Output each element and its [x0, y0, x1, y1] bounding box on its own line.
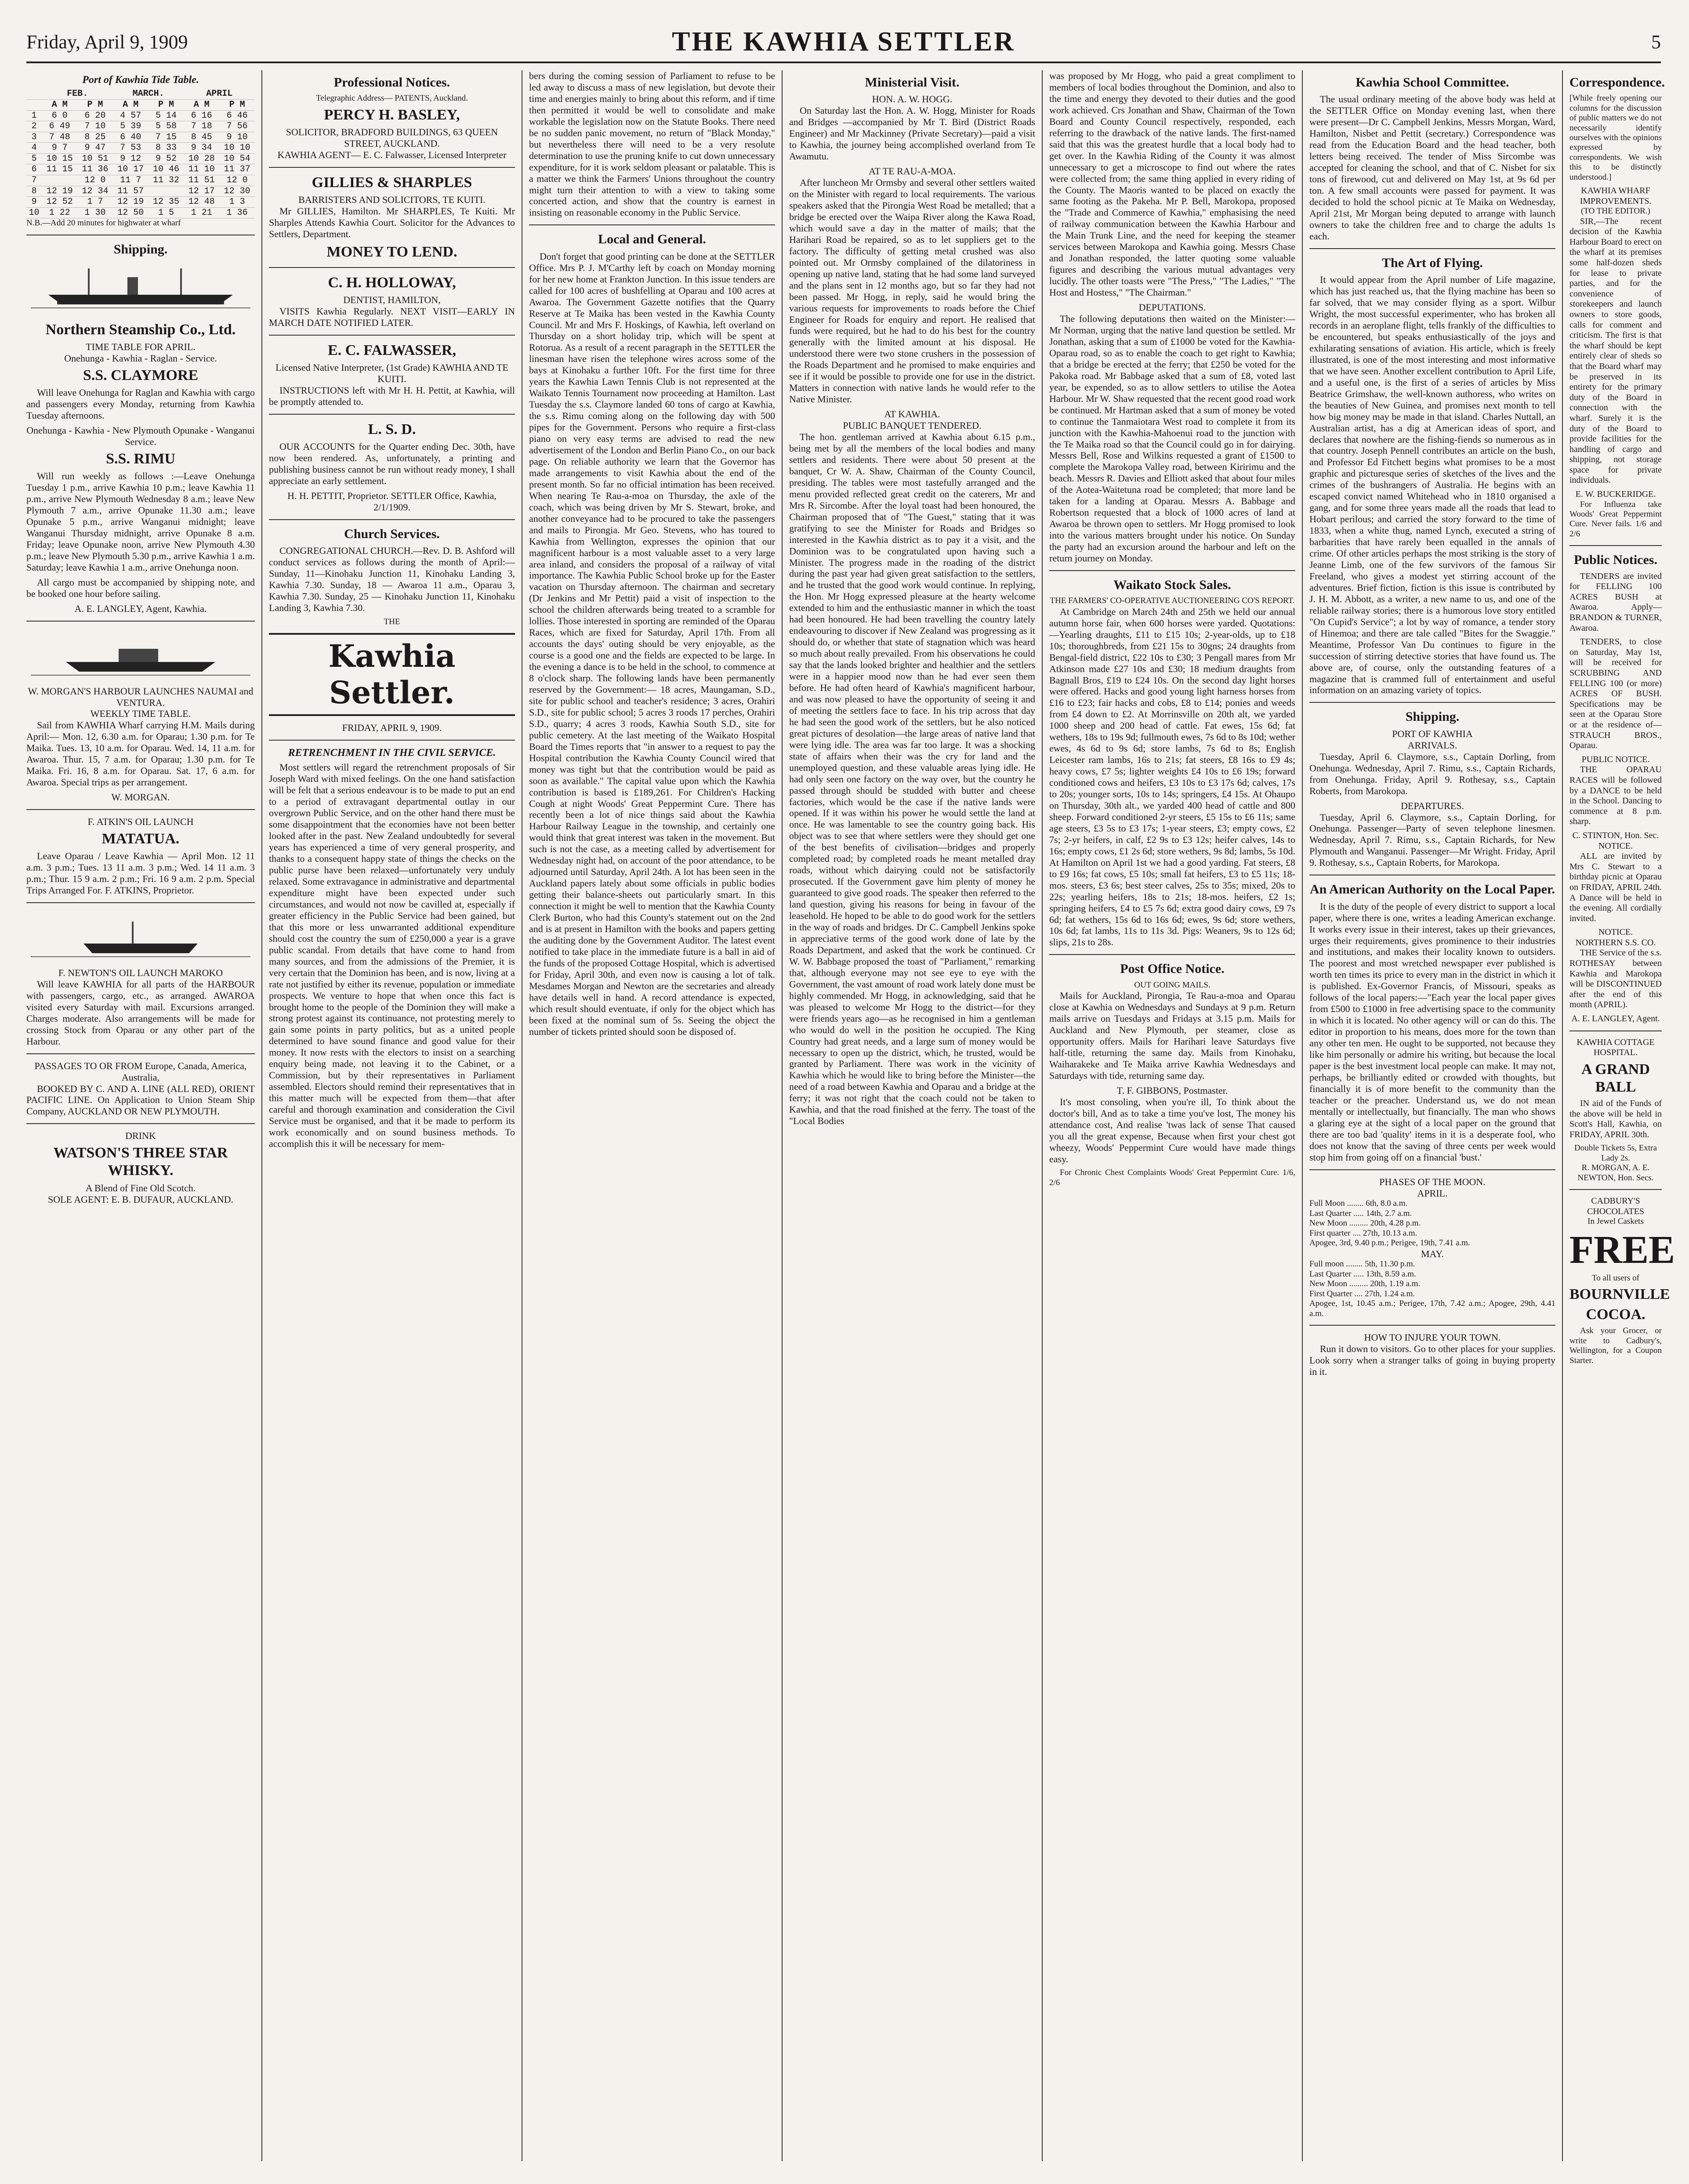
- tide-time: 12 34: [77, 186, 113, 197]
- cadbury-heading: CADBURY'S CHOCOLATES: [1587, 1196, 1644, 1216]
- art-of-flying-heading: The Art of Flying.: [1382, 255, 1483, 270]
- stock-sales-text: At Cambridge on March 24th and 25th we held our annual autumn horse fair, when 600 horses were yarded. Quotations:—Yearling draughts, £11 to £15 10s; 2-year-olds, up to £18 10s; thoroughbreds, from £21 15s to 30gns; 24 draughts from Bengal-field district, £22 10s to £30; 3 Pengall mares from Mr Atkinson made £27 10s and £30; 18 medium draughts from Bagnall Bros, £19 to £24 10s. On the second day light horses were offered. Hacks and good young light harness horses from £16 to £23; fair hacks and cobs, £8 to £14; ponies and weeds from £4 down to £2. At Morrinsville on 20th alt, we yarded 1000 sheep and 200 head of cattle. Fat ewes, 15s 6d; fat wethers, 18s to 19s 9d; fullmouth ewes, 7s 6d to 8s 10d; wether ewes, 4s 6d to 9s 6d; store lambs, 7s 6d to 8s; English Leicester ram lambs, 16s to 21s; fat steers, £8 16s to £9 4s; heavy cows, £7 5s; lighter weights £4 10s to £6 19s; forward conditioned cows and heifers, £3 10s to £3 17s 6d; calves, 17s to 20s; younger sorts, 10s to 14s; springers, £4 15s. At Ohaupo on Thursday, 30th alt., we yarded 400 head of cattle and 800 sheep. Forward conditioned 2-yr steers, £5 15s to £6 11s; same age steers, £3 5s to £3 17s; 1-year steers, £3; empty cows, £2 7s; 2-yr heifers, in calf, £2 9s to £3 12s; heifer calves, 14s to 16s; empty cows, £1 2s 6d; store wethers, 9s 8d; lambs, 5s 10d. At Hamilton on April 1st we had a good yarding. Fat steers, £8 to £9 16s; fat cows, £5 10s; small fat heifers, £3 to £5 11s; 18-mos. steers, £3 6s; best steer calves, 25s to 35s; mixed, 20s to 22s; yearling heifers, 18s to 21s; 18-mos. heifers, £2 1s; springing heifers, £4 to £5 7s 6d; extra good dairy cows, £9 7s 6d; fat wethers, 15s 6d to 16s 6d; ewes, 9s 6d; store wethers, 10s 6d; fat lambs, 11s to 11s 3d. Pigs: Weaners, 9s to 12s 6d; slips, 21s to 28s.: [1049, 606, 1295, 948]
- tide-time: 1 36: [219, 207, 255, 218]
- tide-time: 10 10: [219, 143, 255, 154]
- tide-time: 9 12: [113, 153, 149, 164]
- moon-april-row: New Moon ......... 20th, 4.28 p.m.: [1309, 1219, 1421, 1228]
- post-office-signature: T. F. GIBBONS, Postmaster.: [1116, 1085, 1228, 1096]
- tide-day: 8: [26, 186, 42, 197]
- wharf-heading: KAWHIA WHARF IMPROVEMENTS.: [1580, 186, 1652, 206]
- basley-address: Telegraphic Address— PATENTS, Auckland.: [316, 94, 468, 103]
- cadbury-bournville: BOURNVILLE: [1569, 1286, 1670, 1303]
- rimu-text: Will run weekly as follows :—Leave Onehunga Tuesday 1 p.m., arrive Kawhia 10 p.m.; leave Kawhia 11 p.m., arrive New Plymouth Wednesday 8 a.m.; leave New Plymouth 7 a.m., arrive Opunake 11.30 a.m.; leave Opunake 5 p.m., arrive Wanganui midnight; leave Wanganui Thursday midnight, arrive Opunake 8 a.m. Friday; leave Opunake noon, arrive New Plymouth 4.30 p.m.; leave New Plymouth 5.30 p.m., arrive Kawhia 1 a.m. Saturday; leave Kawhia 1 a.m., arrive Onehunga noon.: [26, 470, 255, 573]
- woods-advert: For Influenza take Woods' Great Peppermint Cure. Never fails. 1/6 and 2/6: [1569, 499, 1662, 539]
- at-kawhia-heading: AT KAWHIA.: [884, 409, 940, 420]
- grand-ball-heading: A GRAND BALL: [1581, 1061, 1650, 1095]
- tide-time: 9 34: [184, 143, 219, 154]
- nsc-time-table: TIME TABLE FOR APRIL.: [86, 341, 196, 353]
- tide-day: 4: [26, 143, 42, 154]
- column-4: [789, 70, 1035, 2161]
- tide-table: [26, 89, 255, 218]
- tide-time: 1 5: [149, 207, 184, 218]
- cadbury-users: To all users of: [1592, 1273, 1639, 1283]
- matatua-text: Leave Oparau / Leave Kawhia — April Mon. 12 11 a.m. 3 p.m.; Tues. 13 11 a.m. 3 p.m.; Wed. 14 11 a.m. 3 p.m.; Thur. 15 9 a.m. 2 p.m.; Fri. 16 9 a.m. 2 p.m. Special Trips Arranged For. F. ATKINS, Proprietor.: [26, 850, 255, 896]
- masthead-date: Friday, April 9, 1909: [26, 31, 188, 53]
- tide-header-march: MARCH.: [113, 89, 184, 99]
- cadbury-free: FREE: [1569, 1228, 1675, 1272]
- moon-phases-heading: PHASES OF THE MOON.: [1379, 1176, 1486, 1187]
- wharf-text: SIR,—The recent decision of the Kawhia Harbour Board to erect on the wharf at its premises some half-dozen sheds for lease to private parties, and for the convenience of storekeepers and launch owners to store goods, calls for comment and criticism. The first is that the wharf should be kept entirely clear of sheds so that the Board wharf may be preserved in its entirety for the primary duty of the Board in connection with the wharf. Surely it is the duty of the Board to provide facilities for the handling of cargo and shipping, not storage space for private individuals.: [1569, 216, 1662, 485]
- te-rau-a-moa-text: After luncheon Mr Ormsby and several other settlers waited on the Minister with regard to local requirements. The various speakers asked that the Pirongia West Road be metalled; that a bridge be erected over the Waipa River along the Kawa Road, which would save a day in the matter of mails; that the Harihari Road be repaired, so as to let suppliers get to the factory. The difficulty of getting metal crushed was also pointed out. Mr Ormsby complained of the dilatoriness in opening up native land, stating that he had some land surveyed and the plans sent in 12 months ago, but so far they had not been passed. Mr Hogg, in reply, said he would bring the various requests for improvements to roads before the Chief Engineer for Roads for enquiry and report. He realised that funds were required, but he had to do his best for the country generally with the limited amount at his disposal. He understood there were two stone crushers in the possession of the Roads Department and he promised to make enquiries and see if it would be possible to provide one for use in the district. Matters in connection with native lands he would refer to the Native Minister.: [789, 177, 1035, 405]
- newton-text: Will leave KAWHIA for all parts of the HARBOUR with passengers, cargo, etc., as arranged. AWAROA visited every Saturday with mail. Excursions arranged. Charges moderate. Also arrangements will be made for crossing Stock from Oparau or any other part of the Harbour.: [26, 978, 255, 1047]
- tide-day: 2: [26, 121, 42, 132]
- tide-time: 10 54: [219, 153, 255, 164]
- church-services-heading: Church Services.: [344, 526, 440, 541]
- tender-2: TENDERS, to close on Saturday, May 1st, will be received for SCRUBBING AND FELLING 100 (or more) ACRES OF BUSH. Specifications may be seen at the Oparau Store or at the residence of— STRAUCH BROS., Oparau.: [1569, 637, 1662, 751]
- tide-table-body: [26, 110, 255, 218]
- tide-day: 10: [26, 207, 42, 218]
- school-committee-heading: Kawhia School Committee.: [1356, 75, 1509, 90]
- tide-day: 1: [26, 110, 42, 121]
- tide-header-april: APRIL: [184, 89, 255, 99]
- gillies-details: BARRISTERS AND SOLICITORS, TE KUITI.: [298, 194, 486, 205]
- tide-time: 5 14: [149, 110, 184, 121]
- arrivals-heading: ARRIVALS.: [1407, 739, 1457, 751]
- tide-time: 10 46: [149, 164, 184, 175]
- nss-signature: A. E. LANGLEY, Agent.: [1571, 1014, 1660, 1024]
- tide-row: [26, 132, 255, 143]
- tide-time: 6 0: [42, 110, 77, 121]
- nsc-agent: A. E. LANGLEY, Agent, Kawhia.: [74, 603, 207, 614]
- tide-time: 11 10: [184, 164, 219, 175]
- notice-text: ALL are invited by Mrs C. Stewart to a birthday picnic at Oparau on FRIDAY, APRIL 24th. A Dance will be held in the evening. All cordially invited.: [1569, 851, 1662, 923]
- matatua-name: MATATUA.: [101, 831, 180, 847]
- tide-time: 12 17: [184, 186, 219, 197]
- tide-table-title: Port of Kawhia Tide Table.: [82, 74, 199, 86]
- tide-time: 11 37: [219, 164, 255, 175]
- moon-april-row: Apogee, 3rd, 9.40 p.m.; Perigee, 19th, 7.41 a.m.: [1309, 1238, 1470, 1248]
- tide-time: 9 10: [219, 132, 255, 143]
- falwasser-text: INSTRUCTIONS left with Mr H. H. Pettit, at Kawhia, will be promptly attended to.: [269, 384, 515, 407]
- tide-row: [26, 110, 255, 121]
- injure-town-heading: HOW TO INJURE YOUR TOWN.: [1364, 1331, 1501, 1343]
- morgan-text: Sail from KAWHIA Wharf carrying H.M. Mails during April:— Mon. 12, 6.30 a.m. for Oparau; 1.30 p.m. for Te Maika. Tues. 13, 10 a.m. for Oparau. Wed. 14, 11 a.m. for Awaroa. Thur. 15, 7 a.m. for Oparau; 1.30 p.m. for Te Maika. Fri. 16, 8 a.m. for Oparau. Sat. 17, 6 a.m. for Awaroa. Special trips as per arrangement.: [26, 720, 255, 788]
- tide-time: 8 25: [77, 132, 113, 143]
- tide-time: 6 20: [77, 110, 113, 121]
- tide-time: 1 21: [184, 207, 219, 218]
- basley-details: SOLICITOR, BRADFORD BUILDINGS, 63 QUEEN STREET, AUCKLAND.: [286, 126, 498, 149]
- banquet-text: The hon. gentleman arrived at Kawhia about 6.15 p.m., being met by all the members of the local bodies and many settlers and residents. There were about 50 present at the banquet, Cr W. A. Shaw, Chairman of the County Council, presiding. The tables were most tastefully arranged and the menu provided reflected great credit on the caterers, Mr and Mrs R. Sircombe. After the loyal toast had been honoured, the Chairman proposed that of "The Guest," stating that it was gratifying to see the Minister for Roads and Bridges so interested in the Kawhia district as to pay it a visit, and the Dominion was to be congratulated upon having such a Minister. The progress made in the roading of the district during the past year had given great satisfaction to the settlers, and he trusted that the good work would continue. In replying, the Hon. Mr Hogg expressed pleasure at the hearty welcome extended to him and the enthusiastic manner in which the toast had been honoured. He had been travelling the country lately endeavouring to discover if New Zealand was progressing as it should do, or whether that state of stagnation which was heard so much about really prevailed. From his observations he could say that the lands looked brighter and healthier and the settlers were in a happier mood now than he had ever seen them before. He had often heard of Kawhia's magnificent harbour, and was now pleased to have the opportunity of seeing it and of meeting the settlers face to face. In his trip across that day he had seen the good work of the settlers, but he also noticed great pictures of desolation—the large areas of native land that were lying idle. The area was far too large. It was a shocking state of affairs when their was the cry for land and the unemployed question, and these valuable areas lying idle. He had only seen one factory on the way over, but the country he passed through should be studded with butter and cheese factories, which would be the case if the native lands were opened. If it was within his power he would settle the land at once. He was lamentable to see the country going back. His object was to see that where settlers were they should get one of the best benefits of civilisation—bridges and properly completed road; by completed roads he meant metalled dray roads, without which dairying could not be satisfactorily prosecuted. If the Government gave him plenty of money he guaranteed to give good roads. The speaker then referred to the land question, giving his reasons for being in favour of the leasehold. He hoped to be able to do good work for the settlers in the way of roads and bridges. Dr C. Campbell Jenkins spoke in appreciative terms of the good work done of late by the Roads Department, and asked that the work be continued. Cr W. W. Babbage proposed the toast of "Parliament," remarking that, although everyone may not see eye to eye with the Government, the vast amount of road work lately done must be highly commended. Mr Hogg, in acknowledging, said that he was pleased to welcome Mr Hogg to the district—for they were friends years ago—as he recognised in him a gentleman who would do well in the position he occupied. The King Country had great needs, and a large sum of money would be necessary to open up the district, which, he trusted, would be granted by Parliament. There was work in the vicinity of Kawhia which he would like to bring before the Minister—the need of a road between Kawhia and Oparau and a bridge at the ferry; it was not right that the coach could not be taken to Kawhia, and that the road finished at the ferry. The toast of the "Local Bodies: [789, 431, 1035, 1127]
- tide-row: [26, 143, 255, 154]
- claymore-heading: S.S. CLAYMORE: [83, 367, 199, 384]
- tide-time: 10 17: [113, 164, 149, 175]
- tide-time: 7 56: [219, 121, 255, 132]
- tide-time: 8 45: [184, 132, 219, 143]
- tide-time: 11 36: [77, 164, 113, 175]
- column-2: [269, 70, 515, 2161]
- american-authority-text: It is the duty of the people of every district to support a local paper, where there is one, writes a leading American exchange. It works every issue in their interest, takes up their grievances, urges their requirements, gives prominence to their industries and institutions, and makes their locality known to outsiders. The poorest and most wretched newspaper ever published is worth ten times its price to every man in the district in which it is published. Ex-Governor Francis, of Missouri, speaks as follows of the local papers:—"Each year the local paper gives from £500 to £1000 in free advertising space to the community in which it is located. No other agency will or can do this. The editor in proportion to his means, does more for the town than any other ten men. He ought to be supported, not because they like him personally or admire his writing, but because the local paper is the best investment local people can make. It may not, perhaps, be brilliantly edited or crowded with thoughts, but financially it is of more benefit to the community than the teacher or the preacher. Understand us, we do not mean mentally or intellectually, but financially. The man who shows a glaring eye at the sight of a local paper on the ground that there are too bad 'quality' items in it is a desperate fool, who does not know that the saving of three cents per week would stop him from going off on a financial 'bust.': [1309, 900, 1555, 1163]
- tide-time: 6 49: [42, 121, 77, 132]
- cadbury-ask: Ask your Grocer, or write to Cadbury's, Wellington, for a Coupon Starter.: [1569, 1326, 1662, 1365]
- watsons-sub: A Blend of Fine Old Scotch.: [85, 1182, 196, 1193]
- interpreter-notice: KAWHIA AGENT— E. C. Falwasser, Licensed Interpreter: [277, 149, 507, 160]
- tide-subheader: P M: [77, 99, 113, 110]
- column-rule: [782, 70, 783, 2161]
- arrivals-text: Tuesday, April 6. Claymore, s.s., Captain Dorling, from Onehunga. Wednesday, April 7. Rimu, s.s., Captain Richards, from Onehunga. Friday, April 9. Rothesay, s.s., Captain Roberts, from Marokopa.: [1309, 751, 1555, 796]
- tender-1: TENDERS are invited for FELLING 100 ACRES BUSH at Awaroa. Apply— BRANDON & TURNER, Awaroa.: [1569, 571, 1662, 633]
- tide-time: 7 18: [184, 121, 219, 132]
- tide-time: [42, 175, 77, 186]
- tide-subheader: P M: [219, 99, 255, 110]
- tide-time: 6 16: [184, 110, 219, 121]
- grand-ball-signature: R. MORGAN, A. E. NEWTON, Hon. Secs.: [1577, 1163, 1654, 1182]
- tide-time: 11 51: [184, 175, 219, 186]
- rimu-heading: S.S. RIMU: [106, 451, 175, 467]
- wharf-to-editor: (TO THE EDITOR.): [1581, 206, 1650, 216]
- column-7: [1569, 70, 1675, 2161]
- cadbury-jewel: In Jewel Caskets: [1588, 1217, 1644, 1226]
- departures-heading: DEPARTURES.: [1401, 800, 1464, 811]
- tide-time: 12 52: [42, 197, 77, 208]
- tide-time: 1 3: [219, 197, 255, 208]
- tide-day: 7: [26, 175, 42, 186]
- tide-time: 8 33: [149, 143, 184, 154]
- watsons-heading: WATSON'S THREE STAR WHISKY.: [53, 1145, 228, 1179]
- moon-may-row: Apogee, 1st, 10.45 a.m.; Perigee, 17th, 7.42 a.m.; Apogee, 29th, 4.41 a.m.: [1309, 1299, 1555, 1318]
- tide-subheader: A M: [113, 99, 149, 110]
- tide-subheader: P M: [149, 99, 184, 110]
- lsd-text: OUR ACCOUNTS for the Quarter ending Dec. 30th, have now been rendered. As, unfortunately, a printing and publishing business cannot be run without ready money, I shall appreciate an early settlement.: [269, 441, 515, 486]
- tide-time: 12 19: [113, 197, 149, 208]
- consoling-verse: It's most consoling, when you're ill, To think about the doctor's bill, And as to take a time you've lost, The money his attendance cost, And realise 'twas lack of sense That caused you all the great expense, Because when first your chest got wheezy, Woods' Peppermint Cure would have made things easy.: [1049, 1096, 1295, 1164]
- tide-time: 7 48: [42, 132, 77, 143]
- drink-label: DRINK: [125, 1130, 156, 1142]
- stock-sales-heading: Waikato Stock Sales.: [1113, 577, 1231, 592]
- morgan-weekly: WEEKLY TIME TABLE.: [90, 708, 191, 720]
- shipping-heading: Shipping.: [113, 242, 168, 257]
- tide-day: 9: [26, 197, 42, 208]
- notice2-heading: NOTICE.: [1598, 927, 1633, 937]
- tide-row: [26, 153, 255, 164]
- falwasser-details: Licensed Native Interpreter, (1st Grade) KAWHIA AND TE KUITI.: [275, 362, 508, 384]
- tide-time: 1 22: [42, 207, 77, 218]
- gillies-text: Mr GILLIES, Hamilton. Mr SHARPLES, Te Kuiti. Mr Sharples Attends Kawhia Court. Solicitor for the Advances to Settlers, Department.: [269, 205, 515, 239]
- tide-time: 12 50: [113, 207, 149, 218]
- tide-time: 10 51: [77, 153, 113, 164]
- tide-time: 10 15: [42, 153, 77, 164]
- grand-ball-text: IN aid of the Funds of the above will be held in Scott's Hall, Kawhia, on FRIDAY, APRIL 30th.: [1569, 1099, 1662, 1139]
- banquet-continued: was proposed by Mr Hogg, who paid a great compliment to members of local bodies throughout the Dominion, and also to the time and energy they devoted to their duties and the good work achieved. Crs Jonathan and Shaw, Chairman of the Town Board and County Council respectively, responded, each referring to the drawback of the native lands. The first-named said that this was the greatest hurdle that a local body had to get over. In the Kawhia Riding of the County it was almost unnecessary to get a microscope to find out where the rates were collected from; the same thing applied in every riding of the County. The Maoris wanted to be placed on exactly the same footing as the Pakeha. Mr P. Bell, Marokopa, proposed the "Trade and Commerce of Kawhia," emphasising the need of railway communication between the Kawhia Harbour and the Main Trunk Line, and the need for keeping the steamer services between Marokopa and Kawhia going. Messrs Chase and Jonathan responded, the latter quoting some valuable figures and describing the various mutual advantages very lucidly. The other toasts were "The Press," "The Ladies," "The Host and Hostess," "The Chairman.": [1049, 70, 1295, 298]
- column-6: [1309, 70, 1555, 2161]
- tide-time: 6 46: [219, 110, 255, 121]
- tide-row: [26, 164, 255, 175]
- editorial-text: Most settlers will regard the retrenchment proposals of Sir Joseph Ward with mixed feelings. On the one hand satisfaction will be felt that a serious endeavour is to be made to put an end to a period of extravagant departmental outlay in our overgrown Public Service, and on the other hand there must be some disappointment that the economies have not been better looked after in the past. New Zealand undoubtedly for several years has experienced a time of very general prosperity, and thanks to a consequent happy state of things the checks on the public purse have been relaxed—unfortunately very unduly relaxed. Some extravagance in administrative and departmental expenditure might have been expected under such circumstances, and would not now be cavilled at, especially if greater efficiency in the Public Service had been gained, but that this more or less unwarranted additional expenditure should cost the country the sum of £250,000 a year is a grave public scandal. From details that have come to hand from many sources, and from the admissions of the Premier, it is very certain that the Dominion has been, and is now, living at a rate not justified by either its revenue, population or immediate prospects. We venture to hope that when once this fact is brought home to the people of the Dominion they will make a strong protest against its continuance, not protesting merely to gain some points in party politics, but as a united people determined to have sound finance and good value for their money. It now rests with the electors to insist on a searching enquiry being made, not leaving it to the Cabinet, or a Commission, but by their representatives in Parliament assembled. Electors should remind their representatives that in this matter much will be expected from them—that after careful and thorough examination and consideration the Civil Service must be organised, and that it be made to perform its work economically and on sound business methods. To accomplish this it will be necessary for mem-: [269, 762, 515, 1149]
- stock-sales-sub: THE FARMERS' CO-OPERATIVE AUCTIONEERING CO'S REPORT.: [1050, 596, 1295, 606]
- tide-time: 1 30: [77, 207, 113, 218]
- newspaper-nameplate: Kawhia Settler.: [269, 633, 515, 716]
- watsons-agent: SOLE AGENT: E. B. DUFAUR, AUCKLAND.: [47, 1193, 233, 1205]
- lsd-heading: L. S. D.: [368, 421, 416, 438]
- money-to-lend: MONEY TO LEND.: [326, 243, 457, 260]
- matatua-heading: F. ATKIN'S OIL LAUNCH: [87, 816, 194, 828]
- tide-time: 9 7: [42, 143, 77, 154]
- lsd-signature: H. H. PETTIT, Proprietor. SETTLER Office, Kawhia, 2/1/1909.: [287, 490, 497, 513]
- school-committee-text: The usual ordinary meeting of the above body was held at the SETTLER Office on Monday evening last, when there were present—Dr C. Campbell Jenkins, Messrs Morgan, Ward, Hamilton, Nisbet and Pettit (secretary.) Correspondence was read from the Education Board and the head teacher, both letters being received. The tender of Miss Sircombe was accepted for cleaning the school, and that of C. Nisbet for six tons of firewood, cut and delivered on May 1st, at 9s 6d per ton. A few small accounts were passed for payment. It was decided to hold the school picnic at Te Maika on Wednesday, April 21st, Mr Morgan being deputed to arrange with launch owners to take the children free and to charge the adults 1s each.: [1309, 94, 1555, 242]
- tide-time: 12 0: [77, 175, 113, 186]
- column-rule: [1042, 70, 1043, 2161]
- hospital-heading: KAWHIA COTTAGE HOSPITAL.: [1577, 1037, 1655, 1058]
- column-rule: [1302, 70, 1303, 2161]
- post-office-heading: Post Office Notice.: [1120, 962, 1225, 976]
- te-rau-a-moa-heading: AT TE RAU-A-MOA.: [869, 166, 956, 177]
- editorial-continued: bers during the coming session of Parliament to refuse to be led away to discuss a mass of new legislation, but devote their time and energies mainly to bring about this reform, and if time then permitted it would be well to consolidate and make workable the legislation now on the Statute Books. There need be no sudden panic movement, no return of "Black Monday," but nevertheless there will need to be a very resolute determination to use the pruning knife to cut down unnecessary expenditure, for it is work seldom pleasant or palatable. This is a matter we think the Farmers' Unions throughout the country might turn their attention to with a view to taking some concerted action, and show that the country is earnest in insisting on reasonable economy in the Public Service.: [529, 70, 775, 218]
- holloway-details: DENTIST, HAMILTON,: [343, 294, 441, 305]
- morgan-signature: W. MORGAN.: [111, 792, 170, 803]
- local-general-heading: Local and General.: [598, 232, 706, 247]
- tide-time: 11 15: [42, 164, 77, 175]
- tide-time: 12 30: [219, 186, 255, 197]
- morgan-heading: W. MORGAN'S HARBOUR LAUNCHES NAUMAI and VENTURA.: [28, 685, 254, 708]
- basley-name: PERCY H. BASLEY,: [324, 106, 460, 123]
- nameplate-the: THE: [384, 617, 400, 626]
- tide-header-feb: FEB.: [42, 89, 113, 99]
- tide-row: [26, 186, 255, 197]
- injure-town-text: Run it down to visitors. Go to other places for your supplies. Look sorry when a stranger talks of going in buying property in it.: [1309, 1343, 1555, 1377]
- tide-subheader: A M: [184, 99, 219, 110]
- tide-time: 5 39: [113, 121, 149, 132]
- tide-time: 11 57: [113, 186, 149, 197]
- steamship-illustration: [26, 264, 255, 312]
- tide-day: 3: [26, 132, 42, 143]
- public-notice-heading: PUBLIC NOTICE.: [1581, 754, 1650, 764]
- gillies-name: GILLIES & SHARPLES: [312, 174, 472, 191]
- correspondence-note: [While freely opening our columns for the discussion of public matters we do not necessarily identify ourselves with the opinions expressed by correspondents. We wish this to be distinctly understood.]: [1569, 94, 1662, 182]
- column-rule: [261, 70, 262, 2161]
- tide-time: 12 48: [184, 197, 219, 208]
- shipping-heading-2: Shipping.: [1405, 709, 1460, 724]
- tide-time: 12 19: [42, 186, 77, 197]
- correspondence-heading: Correspondence.: [1569, 75, 1665, 90]
- moon-may-row: Full moon ........ 5th, 11.30 p.m.: [1309, 1259, 1415, 1269]
- moon-april-row: Full Moon ........ 6th, 8.0 a.m.: [1309, 1199, 1408, 1208]
- nss-heading: NORTHERN S.S. CO.: [1575, 937, 1656, 947]
- banquet-heading: PUBLIC BANQUET TENDERED.: [843, 420, 982, 431]
- tide-time: 11 32: [149, 175, 184, 186]
- consoling-footer: For Chronic Chest Complaints Woods' Great Peppermint Cure. 1/6, 2/6: [1049, 1168, 1295, 1187]
- post-office-text: Mails for Auckland, Pirongia, Te Rau-a-moa and Oparau close at Kawhia on Wednesdays and Sundays at 9 p.m. Return mails arrive on Tuesdays and Fridays at 3.15 p.m. Mails for Auckland and New Plymouth, per steamer, close as opportunity offers. Mails for Harihari leave Saturdays five half-title, returning the same day. Mails from Kinohaku, Waiharakeke and Te Maika arrive Kawhia Wednesdays and Saturdays with tide, returning same day.: [1049, 990, 1295, 1081]
- tide-time: 12 35: [149, 197, 184, 208]
- notice-heading: NOTICE.: [1598, 841, 1633, 851]
- port-of-kawhia: PORT OF KAWHIA: [1392, 728, 1473, 739]
- masthead-title: THE KAWHIA SETTLER: [672, 27, 1015, 57]
- deputations-text: The following deputations then waited on the Minister:— Mr Norman, urging that the native land question be settled. Mr Jonathan, asking that a sum of £1000 be voted for the Kawhia-Oparau road, so as to enable the coach to get right to Kawhia; that a bridge be erected at the ferry; that £250 be voted for the Pakoka road. Mr Babbage asked that a sum of £8, voted last year, be expended, so as to allow settlers to utilise the Aotea Harbour. Mr W. Shaw requested that the recent good road work be continued. Mr Hartman asked that a sum of money be voted to continue the Tanmaiotara West road to complete it from its junction with the Kawhia-Mahoenui road to the junction with the Te Maika road so that the Council could go in for dairying. Messrs Bell, Rose and Wilkins requested a grant of £1500 to complete the Marokopa Valley road, between Kiririmu and the beach. Messrs R. Davies and Elliott asked that about four miles of the Aotea-Waitetuna road be completed; that more land be taken for a landing at Oparau. Messrs A. Babbage and Robertson requested that a block of 1000 acres of land at Awaroa be thrown open to settlers. Mr Hogg promised to look into the various matters brought under his notice. On Sunday the party had an excursion around the harbour and left on the return journey on Monday.: [1049, 313, 1295, 564]
- tide-row: [26, 121, 255, 132]
- moon-april-row: Last Quarter ..... 14th, 2.7 a.m.: [1309, 1208, 1412, 1218]
- tide-note: N.B.—Add 20 minutes for highwater at wharf: [26, 218, 181, 228]
- tide-time: 6 40: [113, 132, 149, 143]
- church-services-text: CONGREGATIONAL CHURCH.—Rev. D. B. Ashford will conduct services as follows during the month of April:— Sunday, 11—Kinohaku Junction 11, Kinohaku Landing 3, Kawhia 7.30. Sunday, 18 — Awaroa 11 a.m., Oparau 3, Kawhia 7.30. Sunday, 25 — Kinohaku Junction 11, Kinohaku Landing 3, Kawhia 7.30.: [269, 545, 515, 613]
- tide-time: 12 0: [219, 175, 255, 186]
- moon-may-row: First Quarter .... 27th, 1.24 a.m.: [1309, 1289, 1415, 1298]
- tide-time: 7 15: [149, 132, 184, 143]
- nsc-route-1: Onehunga - Kawhia - Raglan - Service.: [64, 353, 217, 364]
- american-authority-heading: An American Authority on the Local Paper.: [1309, 882, 1555, 897]
- passages-text: BOOKED BY C. AND A. LINE (ALL RED), ORIENT PACIFIC LINE. On Application to Union Steam Ship Company, AUCKLAND OR NEW PLYMOUTH.: [26, 1083, 255, 1117]
- falwasser-name: E. C. FALWASSER,: [328, 342, 456, 358]
- masthead: [26, 26, 1661, 63]
- tide-time: 7 10: [77, 121, 113, 132]
- moon-april-row: First quarter .... 27th, 10.13 a.m.: [1309, 1228, 1417, 1238]
- departures-text: Tuesday, April 6. Claymore, s.s., Captain Dorling, for Onehunga. Passenger—Party of seven telephone linesmen. Wednesday, April 7. Rimu, s.s., Captain Richards, for New Plymouth and Wanganui. Passenger—Mr Wright. Friday, April 9. Rothesay, s.s., Captain Roberts, for Marokopa.: [1309, 811, 1555, 868]
- deputations-heading: DEPUTATIONS.: [1138, 302, 1206, 313]
- tide-time: 7 53: [113, 143, 149, 154]
- nsc-company-name: Northern Steamship Co., Ltd.: [45, 322, 236, 338]
- newton-heading: F. NEWTON'S OIL LAUNCH MAROKO: [58, 967, 223, 978]
- ministerial-visit-text: On Saturday last the Hon. A. W. Hogg, Minister for Roads and Bridges —accompanied by Mr T. Bird (District Roads Engineer) and Mr Mackinney (Private Secretary)—paid a visit to Kawhia, the journey being accomplished overland from Te Awamutu.: [789, 105, 1035, 162]
- column-1: [26, 70, 255, 2161]
- moon-may-row: New Moon ......... 20th, 1.19 a.m.: [1309, 1279, 1421, 1289]
- tide-subheader: A M: [42, 99, 77, 110]
- column-5: [1049, 70, 1295, 2161]
- tide-time: 4 57: [113, 110, 149, 121]
- tide-time: 1 7: [77, 197, 113, 208]
- post-office-sub: OUT GOING MAILS.: [1134, 980, 1211, 990]
- editorial-heading: RETRENCHMENT IN THE CIVIL SERVICE.: [288, 747, 496, 759]
- issue-date: FRIDAY, APRIL 9, 1909.: [342, 722, 442, 734]
- tide-day: 6: [26, 164, 42, 175]
- moon-may-heading: MAY.: [1421, 1248, 1444, 1259]
- tide-row: [26, 175, 255, 186]
- tide-row: [26, 207, 255, 218]
- cadbury-cocoa: COCOA.: [1586, 1306, 1646, 1323]
- ministerial-visit-sub: HON. A. W. HOGG.: [872, 94, 953, 105]
- tide-time: 5 58: [149, 121, 184, 132]
- tide-row: [26, 197, 255, 208]
- tide-time: 9 47: [77, 143, 113, 154]
- grand-ball-tickets: Double Tickets 5s, Extra Lady 2s.: [1574, 1143, 1657, 1163]
- launch-illustration: [26, 631, 255, 680]
- oil-launch-illustration: [26, 913, 255, 961]
- tide-time: 9 52: [149, 153, 184, 164]
- wharf-signature: E. W. BUCKERIDGE.: [1575, 489, 1656, 499]
- tide-day: 5: [26, 153, 42, 164]
- column-rule: [1562, 70, 1563, 2161]
- public-notice-signature: C. STINTON, Hon. Sec.: [1572, 830, 1659, 840]
- column-3: [529, 70, 775, 2161]
- ministerial-visit-heading: Ministerial Visit.: [865, 75, 960, 90]
- moon-may-row: Last Quarter ..... 13th, 8.59 a.m.: [1309, 1269, 1416, 1279]
- nsc-route-2: Onehunga - Kawhia - New Plymouth Opunake - Wanganui Service.: [26, 425, 255, 448]
- tide-time: 10 28: [184, 153, 219, 164]
- moon-april-heading: APRIL.: [1417, 1187, 1448, 1199]
- tide-time: [149, 186, 184, 197]
- tide-time: 11 7: [113, 175, 149, 186]
- professional-notices-heading: Professional Notices.: [333, 75, 450, 90]
- local-general-text: Don't forget that good printing can be done at the SETTLER Office. Mrs P. J. M'Carthy left by coach on Monday morning for her new home at Frankton Junction. In this issue tenders are called for 100 acres of bushfelling at Oparau and 100 acres at Awaroa. The Government Gazette notifies that the Quarry Reserve at Te Maika has been vested in the Kawhia County Council. Mr and Mrs F. Hoskings, of Kawhia, left overland on Thursday on a short holiday trip, which will be spent at Rotorua. As a result of a recent paragraph in the SETTLER the linesman have risen the telephone wires across some of the bays at Kinohaku a further 10ft. For the first time for three years the Kawhia Lawn Tennis Club is not represented at the Waikato Tennis Tournament now proceeding at Hamilton. Last Tuesday the s.s. Claymore landed 60 tons of cargo at Kawhia, the s.s. Rimu coming along on the following day with 500 pipes for the Government. Persons who require a first-class piano on very easy terms are advised to read the new advertisement of the London and Berlin Piano Co., on our back page. On reliable authority we learn that the Governor has made arrangements to visit Kawhia about the end of the present month. So far no official intimation has been received. When nearing Te Rau-a-moa on Thursday, the axle of the coach, which was being driven by Mr S. Stewart, broke, and another conveyance had to be procured to take the passengers and mails to Pirongia. Mr Geo. Stevens, who has toured to Kawhia from Wellington, expresses the opinion that our magnificent harbour is a most valuable asset to a very large area inland, and considers the proposal of a railway of vital importance. The Kawhia Public School broke up for the Easter vacation on Thursday afternoon. The chairman and secretary (Dr Jenkins and Mr Pettit) paid a visit of inspection to the school the children afterwards being treated to a scramble for lollies. Those interested in sporting are reminded of the Oparau Races, which are fixed for Saturday, April 17th. From all accounts the days' outing should be very enjoyable, as the course is a good one and the fields are expected to be large. In the evening a dance is to be held in the school, to commence at 8 o'clock sharp. The following lands have been permanently reserved by the Government:— 18 acres, Maungaman, S.D., site for public school and teacher's residence; 3 acres, Orahiri S.D., site for public school; 5 acres 3 roods 17 perches, Orahiri S.D., quarry; 4 acres 3 roods, Kawhia South S.D., site for public cemetery. At the last meeting of the Waikato Hospital Board the Times reports that "in answer to a request to pay the Hospital contribution the Kawhia County Council wired that money was tight but that the contribution would be paid as soon as available." The capital value upon which the Kawhia contribution is based is £189,261. For Children's Hacking Cough at night Woods' Great Peppermint Cure. There has recently been a lot of nice things said about the Kawhia Harbour Railway League in the township, and certainly one would think that great interest was taken in the movement. But such is not the case, as a meeting called by advertisement for Wednesday night had, on account of the poor attendance, to be adjourned until Saturday, April 24th. A lot has been seen in the Auckland papers lately about some officials in public bodies getting their balance-sheets out particularly smart. In this connection it might be well to mention that the Kawhia County Clerk Burton, who had this County's statement out on the 2nd and is at present in Hamilton with the books and papers getting the auditing done by the Government Auditor. The latest event notified to take place in the immediate future is a ball in aid of the funds of the proposed Cottage Hospital, which is advertised for Friday, April 30th, and even now is causing a lot of talk. Mesdames Morgan and Newton are the secretaries and already have details well in hand. A record attendance is expected, which result should eventuate, if only for the object which has been fixed at the nominal sum of 5s. Seeing the object the number of tickets printed should soon be disposed of.: [529, 250, 775, 1037]
- claymore-text: Will leave Onehunga for Raglan and Kawhia with cargo and passengers every Monday, returning from Kawhia Tuesday afternoons.: [26, 387, 255, 421]
- art-of-flying-text: It would appear from the April number of Life magazine, which has just reached us, that the flying machine has been so far solved, that we may consider flying as a sport. Wilbur Wright, the most successful experimenter, who has broken all records in an aeroplane flight, tells frankly of the difficulties to be encountered, but speaks enthusiastically of the joys and exhilarating sensations of aviation. His article, which is freely illustrated, is one of the most interesting and most informative that we have seen. Another excellent contribution to April Life, and a useful one, is the first of a series of articles by Miss Beatrice Grimshaw, the well-known authoress, who writes on the beauties of New Guinea, and promises next month to tell how big money may be made in that island. Charles Nuttall, an Australian artist, has a dig at American ideas of sport, and declares that nowhere are the fishing-fiends so numerous as in that country. Joseph Pennell contributes an article on the bush, and Professor Ed Fitchett begins what promises to be a most graphic and picturesque series of sketches of the lives and the crimes of the bushrangers of Australia. He begins with an escaped convict named Whitehead who in 1810 organised a gang, and for some three years made all the roads that lead to Hobart perilous; and carried the story forward to the time of 1833, when a white thug, named Lynch, executed a string of barbarities that have rarely been equalled in the annals of crime. Of other articles perhaps the most striking is the story of Jeanne Limb, one of the few survivors of the famous Sir Freeland, who gives a modest yet stirring account of the adventures. Brief fiction, fiction is this issue is contributed by J. H. M. Abbott, as a writer, a new name to us, and one of the reliable railway stories; there is a humorous love story entitled "On Cupid's Service"; a lot by way of romance, a tender story of Hinemoa; and there are tale called "Bites for the Swaggie." Meantime, Professor Van Du continues to figure in the succession of stirring detective stories that have found us. The above are, of course, only the outstanding features of a magazine that is crammed full of entertainment and useful information on an amazing variety of topics.: [1309, 274, 1555, 696]
- holloway-text: VISITS Kawhia Regularly. NEXT VISIT—EARLY IN MARCH DATE NOTIFIED LATER.: [269, 305, 515, 328]
- public-notice-text: THE OPARAU RACES will be followed by a DANCE to be held in the School. Dancing to commence at 8 p.m. sharp.: [1569, 765, 1662, 827]
- nss-text: THE Service of the s.s. ROTHESAY between Kawhia and Marokopa will be DISCONTINUED after the end of this month (APRIL).: [1569, 948, 1662, 1010]
- holloway-name: C. H. HOLLOWAY,: [328, 274, 456, 291]
- passages-heading: PASSAGES TO OR FROM Europe, Canada, America, Australia,: [34, 1060, 247, 1083]
- page-number: 5: [1651, 31, 1661, 53]
- public-notices-heading: Public Notices.: [1574, 553, 1657, 568]
- rimu-note: All cargo must be accompanied by shipping note, and be booked one hour before sailing.: [26, 576, 255, 599]
